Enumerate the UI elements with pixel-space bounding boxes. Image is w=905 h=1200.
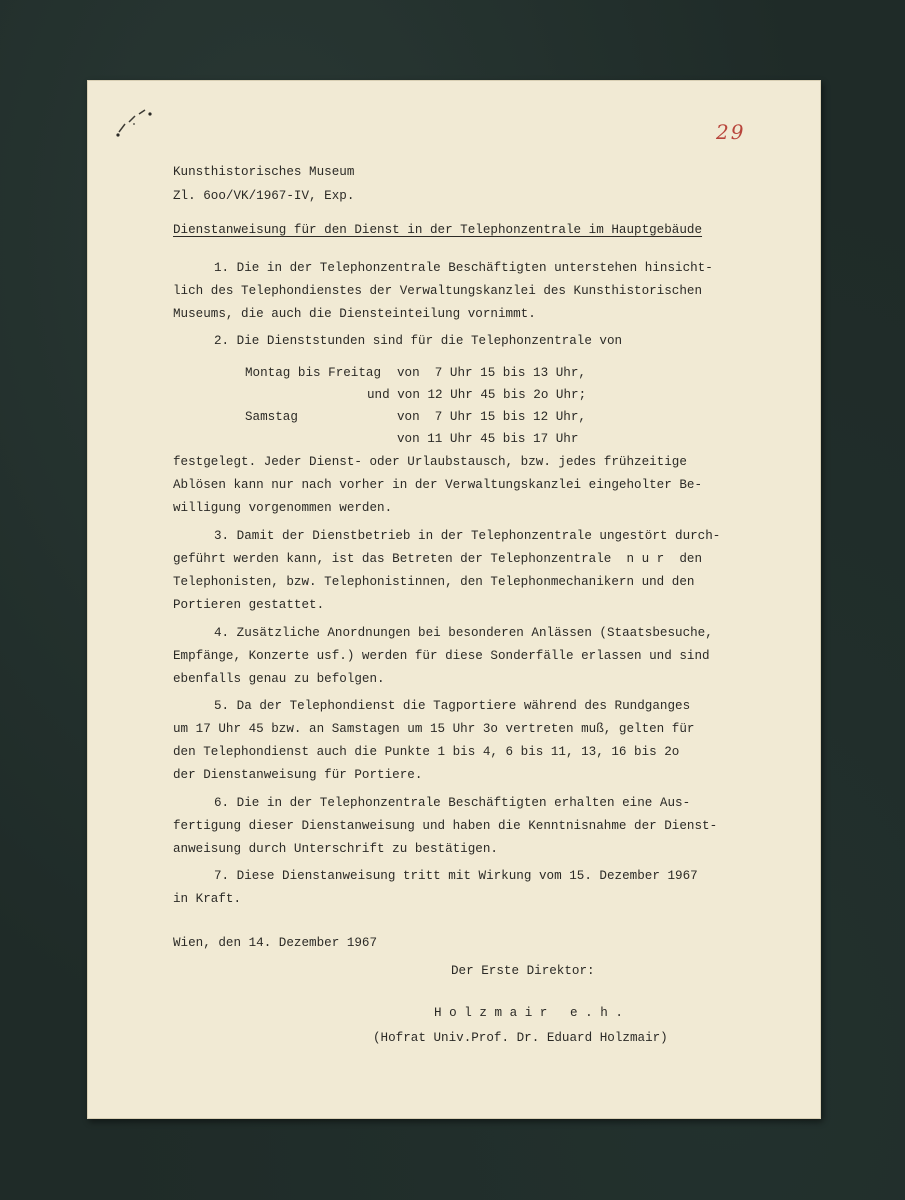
institution-name: Kunsthistorisches Museum: [173, 165, 355, 179]
schedule-days: Samstag: [245, 410, 298, 424]
signature: H o l z m a i r e . h .: [434, 1006, 623, 1020]
reference-number: Zl. 6oo/VK/1967-IV, Exp.: [173, 189, 355, 203]
p4-line: Empfänge, Konzerte usf.) werden für diese Sonderfälle erlassen und sind: [173, 649, 710, 663]
p3-line: Telephonisten, bzw. Telephonistinnen, den Telephonmechanikern und den: [173, 575, 695, 589]
p4-line: ebenfalls genau zu befolgen.: [173, 672, 385, 686]
p1-line: 1. Die in der Telephonzentrale Beschäftigten unterstehen hinsicht-: [214, 261, 713, 275]
document-title: Dienstanweisung für den Dienst in der Telephonzentrale im Hauptgebäude: [173, 223, 703, 237]
p2-line: willigung vorgenommen werden.: [173, 501, 393, 515]
p5-line: den Telephondienst auch die Punkte 1 bis 4, 6 bis 11, 13, 16 bis 2o: [173, 745, 680, 759]
p2-intro: 2. Die Dienststunden sind für die Telephonzentrale von: [214, 334, 623, 348]
p5-line: der Dienstanweisung für Portiere.: [173, 768, 423, 782]
staple-marks: [109, 102, 159, 142]
schedule-days: Montag bis Freitag: [245, 366, 382, 380]
p6-line: fertigung dieser Dienstanweisung und haben die Kenntnisnahme der Dienst-: [173, 819, 718, 833]
p3-line: 3. Damit der Dienstbetrieb in der Telephonzentrale ungestört durch-: [214, 529, 721, 543]
p3-line: Portieren gestattet.: [173, 598, 325, 612]
schedule-time: von 11 Uhr 45 bis 17 Uhr: [397, 432, 579, 446]
p1-line: lich des Telephondienstes der Verwaltungskanzlei des Kunsthistorischen: [173, 284, 703, 298]
document-page: [87, 80, 821, 1119]
p2-line: Ablösen kann nur nach vorher in der Verwaltungskanzlei eingeholter Be-: [173, 478, 703, 492]
p6-line: 6. Die in der Telephonzentrale Beschäftigten erhalten eine Aus-: [214, 796, 691, 810]
place-and-date: Wien, den 14. Dezember 1967: [173, 936, 378, 950]
page-number-pencil-mark: 29: [716, 120, 746, 144]
p5-line: 5. Da der Telephondienst die Tagportiere während des Rundganges: [214, 699, 691, 713]
p7-line: in Kraft.: [173, 892, 242, 906]
p3-line: geführt werden kann, ist das Betreten der Telephonzentrale n u r den: [173, 552, 703, 566]
schedule-time: von 7 Uhr 15 bis 13 Uhr,: [397, 366, 586, 380]
p1-line: Museums, die auch die Diensteinteilung vornimmt.: [173, 307, 536, 321]
schedule-time: von 7 Uhr 15 bis 12 Uhr,: [397, 410, 586, 424]
p6-line: anweisung durch Unterschrift zu bestätigen.: [173, 842, 498, 856]
signatory-role: Der Erste Direktor:: [451, 964, 595, 978]
schedule-time: und von 12 Uhr 45 bis 2o Uhr;: [367, 388, 587, 402]
p4-line: 4. Zusätzliche Anordnungen bei besonderen Anlässen (Staatsbesuche,: [214, 626, 713, 640]
p5-line: um 17 Uhr 45 bzw. an Samstagen um 15 Uhr 3o vertreten muß, gelten für: [173, 722, 695, 736]
p2-line: festgelegt. Jeder Dienst- oder Urlaubstausch, bzw. jedes frühzeitige: [173, 455, 687, 469]
signatory-full-name: (Hofrat Univ.Prof. Dr. Eduard Holzmair): [373, 1031, 668, 1045]
p7-line: 7. Diese Dienstanweisung tritt mit Wirkung vom 15. Dezember 1967: [214, 869, 698, 883]
